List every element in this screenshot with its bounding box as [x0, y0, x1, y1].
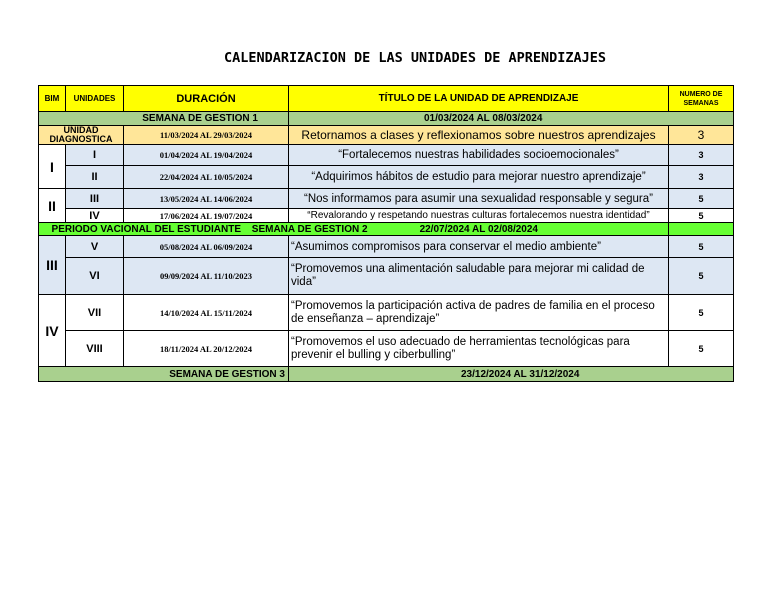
- table-row: [39, 295, 734, 331]
- unit-title: “Promovemos una alimentación saludable para mejorar mi calidad de vida”: [289, 258, 669, 295]
- unit-title: “Fortalecemos nuestras habilidades socioemocionales”: [289, 145, 669, 166]
- gestion-1-dates: 01/03/2024 AL 08/03/2024: [289, 112, 734, 126]
- unit-label: I: [66, 145, 124, 166]
- bim-4-label: IV: [39, 295, 66, 367]
- header-unidades: UNIDADES: [66, 86, 124, 112]
- unit-weeks: 5: [669, 209, 734, 223]
- table-row: [39, 258, 734, 295]
- gestion-3-row: [39, 367, 734, 382]
- bim-2-label: II: [39, 189, 66, 223]
- unit-title: “Revalorando y respetando nuestras culturas fortalecemos nuestra identidad”: [289, 209, 669, 223]
- table-row: [39, 236, 734, 258]
- unit-label: III: [66, 189, 124, 209]
- bim-1-label: I: [39, 145, 66, 189]
- unit-label: IV: [66, 209, 124, 223]
- diagnostica-label: UNIDAD DIAGNOSTICA: [39, 126, 124, 145]
- unit-label: V: [66, 236, 124, 258]
- page-title: CALENDARIZACION DE LAS UNIDADES DE APRENDIZAJES: [223, 50, 606, 66]
- vacaciones-gestion: SEMANA DE GESTION 2: [251, 223, 368, 235]
- diagnostica-weeks: 3: [669, 126, 734, 145]
- unit-weeks: 3: [669, 145, 734, 166]
- unit-weeks: 5: [669, 258, 734, 295]
- unit-dates: 18/11/2024 AL 20/12/2024: [124, 331, 289, 367]
- header-bim: BIM: [39, 86, 66, 112]
- diagnostica-dates: 11/03/2024 AL 29/03/2024: [124, 126, 289, 145]
- vacaciones-dates: 22/07/2024 AL 02/08/2024: [419, 223, 538, 235]
- unit-label: VIII: [66, 331, 124, 367]
- unit-dates: 01/04/2024 AL 19/04/2024: [124, 145, 289, 166]
- table-row: [39, 331, 734, 367]
- header-duracion: DURACIÓN: [124, 86, 289, 112]
- unit-title: “Promovemos el uso adecuado de herramientas tecnológicas para prevenir el bulling y ciberbulling”: [289, 331, 669, 367]
- vacaciones-empty: [669, 223, 734, 236]
- calendar-table: [38, 85, 734, 382]
- unit-weeks: 3: [669, 166, 734, 189]
- unit-label: VII: [66, 295, 124, 331]
- unit-weeks: 5: [669, 189, 734, 209]
- gestion-1-row: [39, 112, 734, 126]
- unit-dates: 05/08/2024 AL 06/09/2024: [124, 236, 289, 258]
- vacaciones-row: [39, 223, 734, 236]
- table-row: [39, 145, 734, 166]
- vacaciones-cell: [39, 223, 669, 236]
- gestion-1-label: SEMANA DE GESTION 1: [39, 112, 289, 126]
- unit-title: “Nos informamos para asumir una sexualidad responsable y segura”: [289, 189, 669, 209]
- unit-dates: 09/09/2024 AL 11/10/2023: [124, 258, 289, 295]
- unit-weeks: 5: [669, 331, 734, 367]
- header-semanas: NUMERO DE SEMANAS: [669, 86, 734, 112]
- header-titulo: TÍTULO DE LA UNIDAD DE APRENDIZAJE: [289, 86, 669, 112]
- vacaciones-label: PERIODO VACIONAL DEL ESTUDIANTE: [51, 223, 241, 235]
- unit-title: “Promovemos la participación activa de padres de familia en el proceso de enseñanza – aprendizaje”: [289, 295, 669, 331]
- table-row: [39, 209, 734, 223]
- unit-label: II: [66, 166, 124, 189]
- unit-weeks: 5: [669, 295, 734, 331]
- table-row: [39, 189, 734, 209]
- unit-title: “Adquirimos hábitos de estudio para mejorar nuestro aprendizaje”: [289, 166, 669, 189]
- gestion-3-label: SEMANA DE GESTION 3: [39, 367, 289, 382]
- gestion-3-dates: 23/12/2024 AL 31/12/2024: [289, 367, 734, 382]
- unit-dates: 22/04/2024 AL 10/05/2024: [124, 166, 289, 189]
- unit-dates: 13/05/2024 AL 14/06/2024: [124, 189, 289, 209]
- diagnostica-row: [39, 126, 734, 145]
- unit-dates: 17/06/2024 AL 19/07/2024: [124, 209, 289, 223]
- diagnostica-title: Retornamos a clases y reflexionamos sobre nuestros aprendizajes: [289, 126, 669, 145]
- unit-label: VI: [66, 258, 124, 295]
- unit-weeks: 5: [669, 236, 734, 258]
- header-row: [39, 86, 734, 112]
- unit-dates: 14/10/2024 AL 15/11/2024: [124, 295, 289, 331]
- unit-title: “Asumimos compromisos para conservar el medio ambiente”: [289, 236, 669, 258]
- bim-3-label: III: [39, 236, 66, 295]
- table-row: [39, 166, 734, 189]
